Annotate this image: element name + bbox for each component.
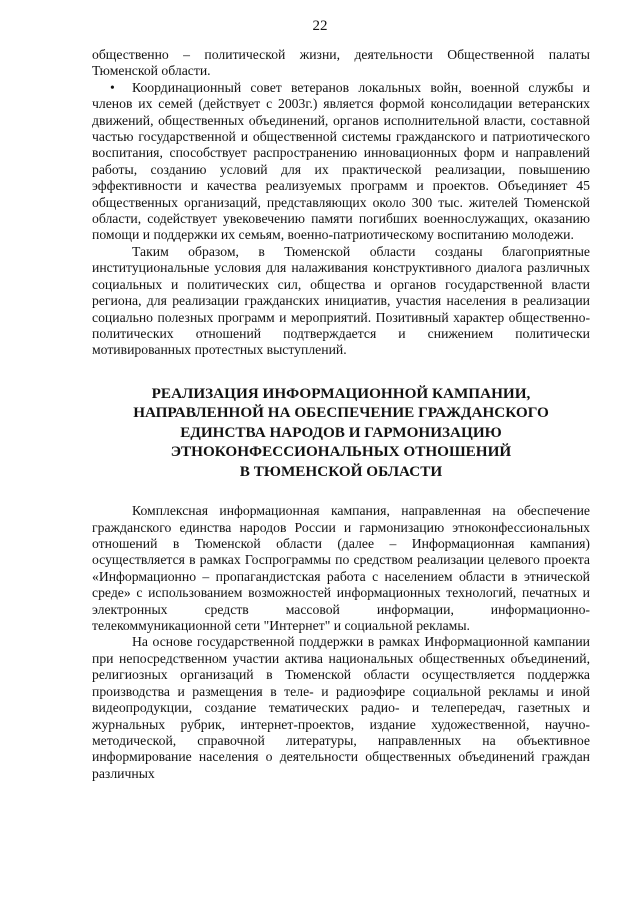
- section-heading-line: ЕДИНСТВА НАРОДОВ И ГАРМОНИЗАЦИЮ: [180, 423, 502, 441]
- section-heading: [92, 384, 590, 482]
- section-heading-line: РЕАЛИЗАЦИЯ ИНФОРМАЦИОННОЙ КАМПАНИИ,: [151, 384, 531, 402]
- page-number: 22: [312, 18, 328, 34]
- paragraph-conclusion: Таким образом, в Тюменской области созданы благоприятные институциональные условия для налаживания конструктивного диалога различных социальных и политических сил, общества и органов государственной власти региона, для реализации гражданских инициатив, участия населения в реализации социально полезных программ и мероприятий. Позитивный характер общественно-политических отношений подтверждается и снижением политически мотивированных протестных выступлений.: [92, 243, 590, 358]
- paragraph-continuation: общественно – политической жизни, деятельности Общественной палаты Тюменской области.: [92, 47, 590, 79]
- paragraph-state-support: На основе государственной поддержки в рамках Информационной кампании при непосредственном участии актива национальных общественных объединений, религиозных организаций в Тюменской области осуществляется поддержка производства и размещения в теле- и радиоэфире социальной рекламы и иной видеопродукции, создание тематических радио- и телепередач, газетных и журнальных рубрик, интернет-проектов, издание художественной, научно-методической, справочной литературы, направленных на объективное информирование населения о деятельности общественных объединений граждан различных: [92, 634, 590, 781]
- document-body: [92, 47, 590, 782]
- paragraph-info-campaign: Комплексная информационная кампания, направленная на обеспечение гражданского единства народов России и гармонизацию этноконфессиональных отношений в Тюменской области (далее – Информационная кампания) осуществляется в рамках Госпрограммы по средством реализации целевого проекта «Информационно – пропагандистская работа с населением области в этнической среде» с использованием возможностей информационных технологий, печатных и электронных средств массовой информации, информационно-телекоммуникационной сети "Интернет" и социальной рекламы.: [92, 503, 590, 634]
- section-heading-line: В ТЮМЕНСКОЙ ОБЛАСТИ: [239, 462, 443, 480]
- section-heading-line: ЭТНОКОНФЕССИОНАЛЬНЫХ ОТНОШЕНИЙ: [170, 443, 512, 461]
- section-heading-line: НАПРАВЛЕННОЙ НА ОБЕСПЕЧЕНИЕ ГРАЖДАНСКОГО: [133, 404, 549, 422]
- bullet-paragraph: • Координационный совет ветеранов локальных войн, военной службы и членов их семей (действует с 2003г.) является формой консолидации ветеранских движений, общественных объединений, органов исполнительной власти, составной частью государственной и общественной системы гражданского и патриотического воспитания, способствует распространению инновационных форм и направлений работы, созданию условий для их практической реализации, повышению эффективности и качества реализуемых программ и проектов. Объединяет 45 общественных организаций, представляющих около 300 тыс. жителей Тюменской области, содействует увековечению памяти погибших военнослужащих, оказанию помощи и поддержки их семьям, военно-патриотическому воспитанию молодежи.: [92, 79, 590, 243]
- bullet-paragraph-text: Координационный совет ветеранов локальных войн, военной службы и членов их семей (действует с 2003г.) является формой консолидации ветеранских движений, общественных объединений, органов исполнительной власти, составной частью государственной и общественной системы гражданского и патриотического воспитания, способствует распространению инновационных форм и направлений работы, созданию условий для их практической реализации, повышению эффективности и качества реализуемых программ и проектов. Объединяет 45 общественных организаций, представляющих около 300 тыс. жителей Тюменской области, содействует увековечению памяти погибших военнослужащих, оказанию помощи и поддержки их семьям, военно-патриотическому воспитанию молодежи.: [92, 79, 590, 243]
